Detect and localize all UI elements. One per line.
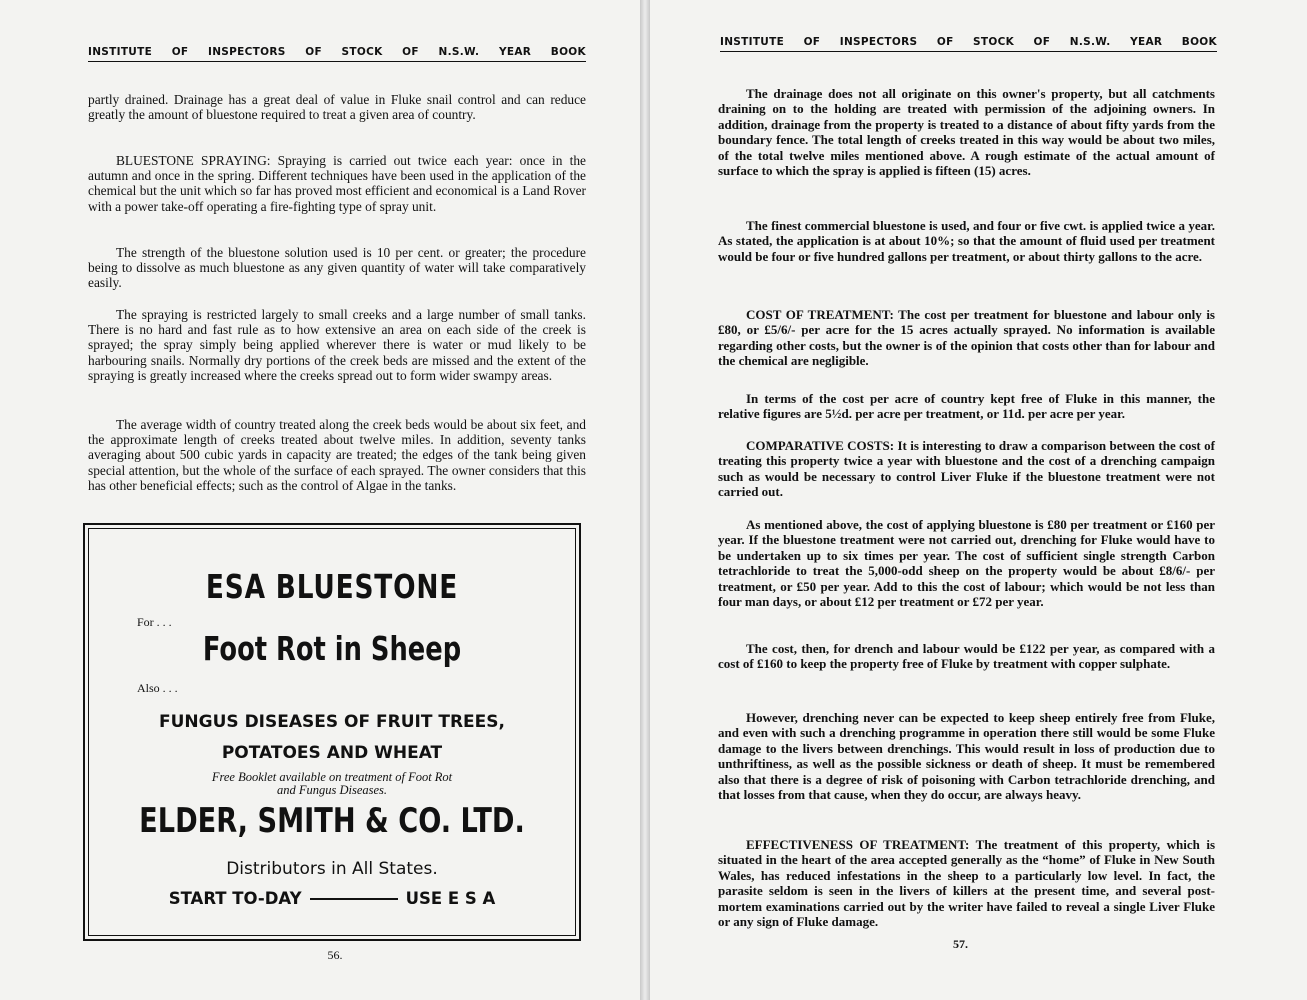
body-text (718, 837, 1215, 929)
paragraph: The finest commercial bluestone is used, and four or five cwt. is applied twice a year. As stated, the application is at about 10%; so that the amount of fluid used per treatment would be four or five hundred gallons per treatment, or about thirty gallons to the acre. (718, 218, 1215, 264)
body-text (88, 153, 586, 214)
right-page (650, 0, 1307, 1000)
header-word: OF (171, 46, 189, 58)
advert-for-label: For . . . (137, 615, 172, 629)
advert-call-to-action (89, 889, 575, 908)
paragraph: The strength of the bluestone solution used is 10 per cent. or greater; the procedure being to dissolve as much bluestone as any given quantity of water will take comparatively easily. (88, 245, 586, 291)
paragraph: BLUESTONE SPRAYING: Spraying is carried out twice each year: once in the autumn and once in the spring. Different techniques have been used in the application of the chemical but the unit which so far has proved most efficient and economical is a Land Rover with a power take-off operating a fire-fighting type of spray unit. (88, 153, 586, 214)
header-word: BOOK (550, 46, 586, 58)
paragraph: However, drenching never can be expected to keep sheep entirely free from Fluke, and even with such a drenching programme in operation there still would be some Fluke damage to the livers between drenchings. This would result in loss of production due to unthriftiness, as well as the possible sickness or death of sheep. It must be remembered also that there is a degree of risk of poisoning with Carbon tetrachloride drenching, and that losses from that cause, when they do occur, are always heavy. (718, 710, 1215, 803)
dash-divider (310, 898, 398, 900)
book-gutter (640, 0, 650, 1000)
body-text (718, 86, 1215, 178)
advert-uses-line: FUNGUS DISEASES OF FRUIT TREES, (159, 712, 505, 732)
header-word: N.S.W. (1069, 36, 1111, 48)
body-text (718, 218, 1215, 264)
advert-distributors: Distributors in All States. (226, 859, 438, 879)
advert-use: USE E S A (405, 889, 496, 908)
advert-company: ELDER, SMITH & CO. LTD. (139, 801, 525, 841)
advert-booklet (89, 771, 575, 797)
paragraph: The spraying is restricted largely to small creeks and a large number of small tanks. There is no hard and fast rule as to how extensive an area on each side of the creek is sprayed; the spray simply being applied wherever there is water or mud likely to be harbouring snails. Normally dry portions of the creek beds are missed and the extent of the spraying is greatly increased where the creeks spread out to form wider swampy areas. (88, 307, 586, 383)
header-word: OF (305, 46, 322, 58)
header-word: INSTITUTE (720, 36, 785, 48)
header-word: OF (803, 36, 821, 48)
advert-also-label: Also . . . (137, 681, 178, 695)
body-text (88, 307, 586, 383)
advert-brand: ESA BLUESTONE (205, 567, 459, 606)
paragraph: The drainage does not all originate on this owner's property, but all catchments draining on to the holding are treated with permission of the adjoining owners. In addition, drainage from the property is treated to a distance of about fifty yards from the boundary fence. The total length of creeks treated in this way would be about two miles, of the total twelve miles mentioned above. A rough estimate of the actual amount of surface to which the spray is applied is fifteen (15) acres. (718, 86, 1215, 179)
left-page (0, 0, 640, 1000)
page-number: 57. (953, 937, 968, 951)
header-word: BOOK (1181, 36, 1217, 48)
paragraph: The cost, then, for drench and labour would be £122 per year, as compared with a cost of £160 to keep the property free of Fluke by treatment with copper sulphate. (718, 641, 1215, 672)
header-word: STOCK (973, 36, 1015, 48)
body-text (718, 641, 1215, 672)
header-word: STOCK (341, 46, 383, 58)
body-text (718, 710, 1215, 802)
body-text (718, 391, 1215, 422)
paragraph: EFFECTIVENESS OF TREATMENT: The treatment of this property, which is situated in the heart of the area accepted generally as the “home” of Fluke in New South Wales, has reduced infestations in the sheep to a particularly low level. In fact, the parasite seldom is seen in the livers of killers at the present time, and several post-mortem examinations carried out by the writer have failed to reveal a single Liver Fluke or any sign of Fluke damage. (718, 837, 1215, 930)
advert-booklet-line: Free Booklet available on treatment of Foot Rot (211, 770, 453, 784)
paragraph: partly drained. Drainage has a great deal of value in Fluke snail control and can reduce greatly the amount of bluestone required to treat a given area of country. (88, 92, 586, 123)
advert-headline: Foot Rot in Sheep (202, 629, 462, 668)
header-word: OF (1033, 36, 1051, 48)
advert-uses-line: POTATOES AND WHEAT (221, 743, 443, 763)
header-word: OF (402, 46, 419, 58)
paragraph: COST OF TREATMENT: The cost per treatment for bluestone and labour only is £80, or £5/6/- per acre for the 15 acres actually sprayed. No information is available regarding other costs, but the owner is of the opinion that costs other than for labour and the chemical are negligible. (718, 307, 1215, 369)
header-word: OF (936, 36, 954, 48)
paragraph: The average width of country treated along the creek beds would be about six feet, and the approximate length of creeks treated about twelve miles. In addition, seventy tanks averaging about 500 cubic yards in capacity are treated; the edges of the tank being given special attention, but the whole of the surface of each sprayed. The owner considers that this has other beneficial effects; such as the control of Algae in the tanks. (88, 417, 586, 493)
esa-bluestone-advert (83, 523, 581, 941)
header-word: INSTITUTE (88, 46, 153, 58)
body-text (718, 307, 1215, 369)
body-text (88, 92, 586, 122)
paragraph: COMPARATIVE COSTS: It is interesting to draw a comparison between the cost of treating this property twice a year with bluestone and the cost of a drenching campaign such as would be necessary to control Liver Fluke if the bluestone treatment were not carried out. (718, 438, 1215, 500)
page-number: 56. (327, 948, 343, 962)
header-word: YEAR (1130, 36, 1163, 48)
paragraph: In terms of the cost per acre of country kept free of Fluke in this manner, the relative figures are 5½d. per acre per treatment, or 11d. per acre per year. (718, 391, 1215, 422)
paragraph: As mentioned above, the cost of applying bluestone is £80 per treatment or £160 per year. If the bluestone treatment were not carried out, drenching for Fluke would have to be undertaken up to six times per year. The cost of sufficient single strength Carbon tetrachloride to treat the 5,000-odd sheep on the property would be about £8/6/- per treatment, or £50 per year. Add to this the cost of labour; which would be not less than four man days, or about £12 per treatment or £72 per year. (718, 517, 1215, 610)
running-header (88, 46, 586, 62)
header-word: N.S.W. (438, 46, 480, 58)
running-header (720, 36, 1217, 52)
advert-uses (89, 707, 575, 769)
body-text (88, 417, 586, 493)
body-text (88, 245, 586, 291)
body-text (718, 517, 1215, 609)
advert-booklet-line: and Fungus Diseases. (276, 783, 388, 797)
advert-start: START TO-DAY (168, 889, 302, 908)
header-word: INSPECTORS (839, 36, 918, 48)
header-word: INSPECTORS (208, 46, 286, 58)
body-text (718, 438, 1215, 500)
header-word: YEAR (498, 46, 532, 58)
